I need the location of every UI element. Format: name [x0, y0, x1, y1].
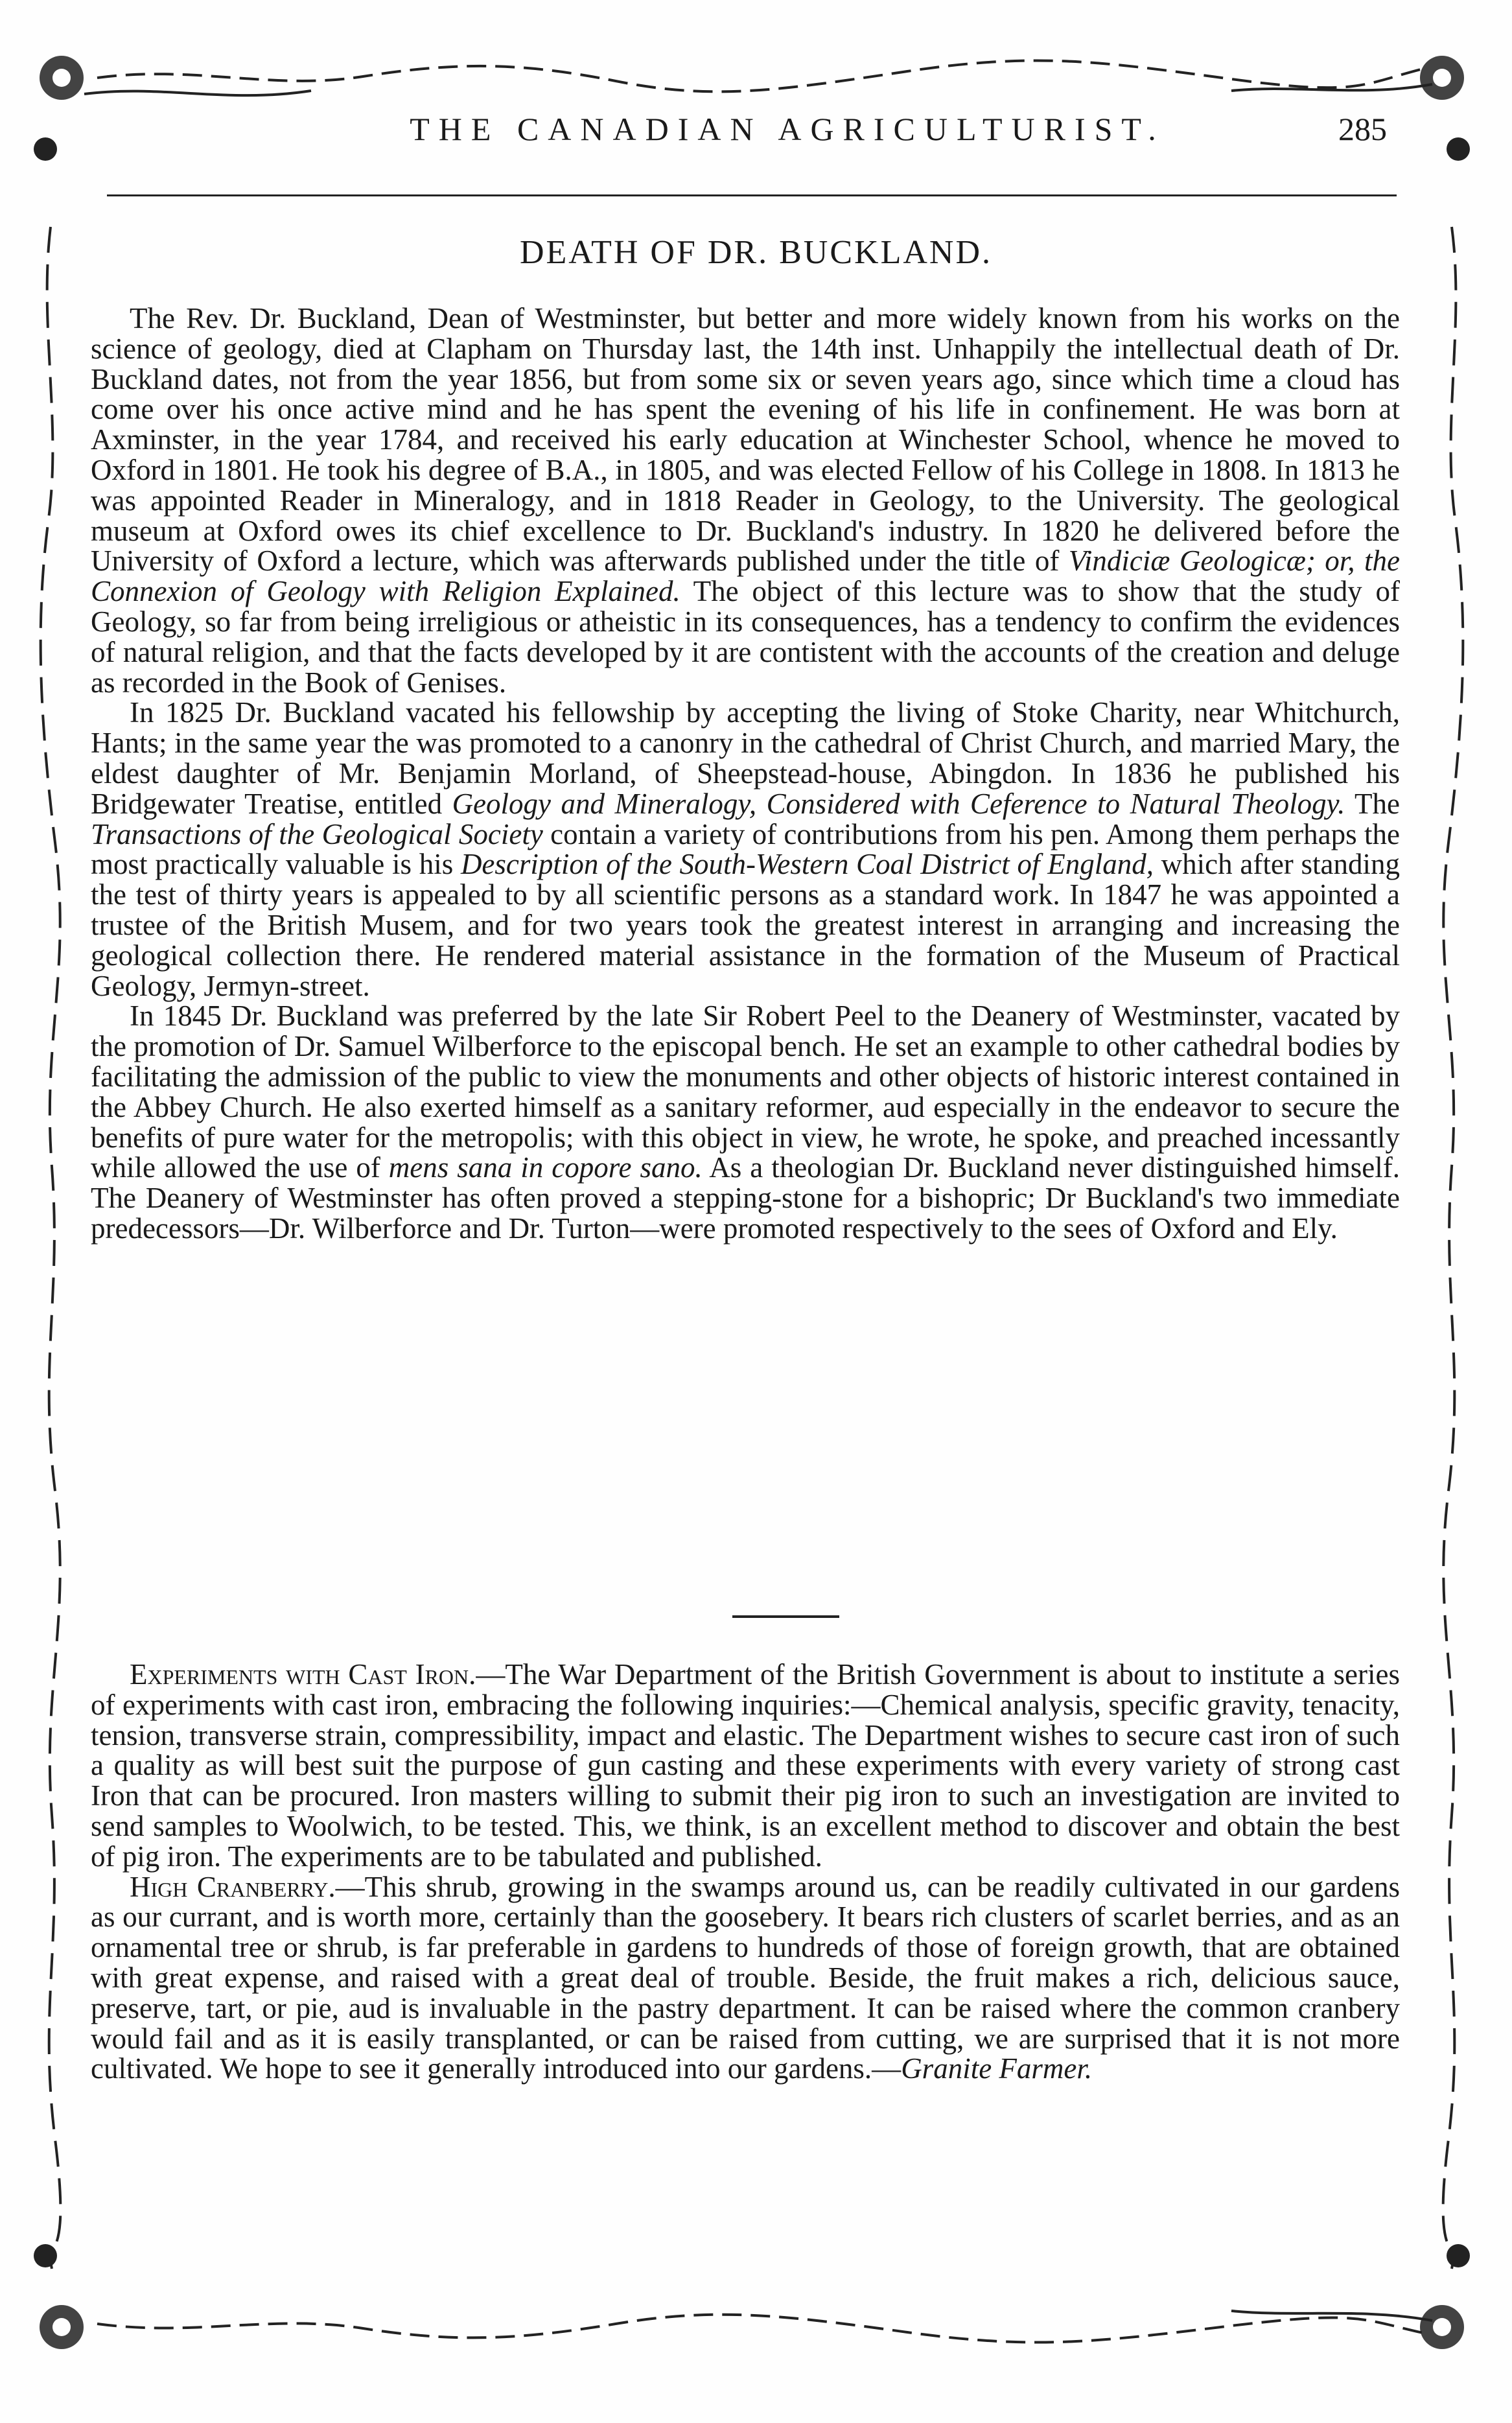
header-rule: [107, 194, 1397, 196]
paragraph-2-text-b: The: [1345, 787, 1400, 820]
paragraph-1: [91, 303, 1400, 697]
article-body: [91, 303, 1400, 1244]
note-cast-iron-text: —The War Department of the British Government is about to institute a series of experiments with cast iron, embracing the following inquiries:—Chemical analysis, specific gravity, tenacity, tension, transverse strain, compressibility, impact and elastic. The Department wishes to secure cast iron of such a quality as will best suit the purpose of gun casting and these experiments with every variety of strong cast Iron that can be procured. Iron masters willing to submit their pig iron to such an investigation are invited to send samples to Woolwich, to be tested. This, we think, is an excellent method to discover and obtain the best of pig iron. The experiments are to be tabulated and published.: [91, 1658, 1400, 1873]
paragraph-3-italic: mens sana in copore sano.: [388, 1151, 703, 1184]
section-divider: [732, 1615, 839, 1618]
paragraph-1-text-b: The object of this lecture was to show that the study of Geology, so far from being irreligious or atheistic in its consequences, has a tendency to confirm the evidences of natural religion, and that the facts developed by it are contistent with the accounts of the creation and deluge as recorded in the Book of Genises.: [91, 575, 1400, 699]
running-header: [104, 110, 1400, 162]
paragraph-2-text-d: which after standing the test of thirty years is appealed to by all scientific persons as a standard work. In 1847 he was appointed a trustee of the British Musem, and for two years took the greatest interest in arranging and increasing the geological collection there. He rendered material assistance in the formation of the Museum of Practical Geology, Jermyn-street.: [91, 848, 1400, 1002]
paragraph-2-italic-2: Transactions of the Geological Society: [91, 817, 543, 850]
paragraph-1-text: The Rev. Dr. Buckland, Dean of Westminster, but better and more widely known from his works on the science of geology, died at Clapham on Thursday last, the 14th inst. Unhappily the intellectual death of Dr. Buckland dates, not from the year 1856, but from some six or seven years ago, since which time a cloud has come over his once active mind and he has spent the evening of his life in confinement. He was born at Axminster, in the year 1784, and received his early education at Winchester School, whence he moved to Oxford in 1801. He took his degree of B.A., in 1805, and was elected Fellow of his College in 1808. In 1813 he was appointed Reader in Mineralogy, and in 1818 Reader in Geology, to the University. The geological museum at Oxford owes its chief excellence to Dr. Buckland's industry. In 1820 he delivered before the University of Oxford a lecture, which was afterwards published under the title of: [91, 302, 1400, 578]
paragraph-3-text-b: As a theologian Dr. Buckland never distinguished himself. The Deanery of Westminster has often proved a stepping-stone for a bishopric; Dr Buckland's two immediate predecessors—Dr. Wilberforce and Dr. Turton—were promoted respectively to the sees of Oxford and Ely.: [91, 1151, 1400, 1245]
paragraph-2-text: In 1825 Dr. Buckland vacated his fellowship by accepting the living of Stoke Charity, near Whitchurch, Hants; in the same year the was promoted to a canonry in the cathedral of Christ Church, and married Mary, the eldest daughter of Mr. Benjamin Morland, of Sheepstead-house, Abingdon. In 1836 he published his Bridgewater Treatise, entitled: [91, 696, 1400, 820]
paragraph-2-italic-3: Description of the South-Western Coal District of England,: [460, 848, 1154, 881]
note-cranberry-source: Granite Farmer.: [901, 2052, 1093, 2085]
paragraph-2-text-c: contain a variety of contributions from his pen. Among them perhaps the most practically valuable is his: [91, 817, 1400, 881]
paragraph-3-text: In 1845 Dr. Buckland was preferred by the late Sir Robert Peel to the Deanery of Westminster, vacated by the promotion of Dr. Samuel Wilberforce to the episcopal bench. He set an example to other cathedral bodies by facilitating the admission of the public to view the monuments and other objects of historic interest contained in the Abbey Church. He also exerted himself as a sanitary reformer, aud especially in the endeavor to secure the benefits of pure water for the metropolis; with this object in view, he wrote, he spoke, and preached incessantly while allowed the use of: [91, 1000, 1400, 1184]
article-title: DEATH OF DR. BUCKLAND.: [519, 234, 993, 271]
notes-body: [91, 1659, 1400, 2084]
paragraph-2: [91, 697, 1400, 1001]
note-cast-iron: [91, 1659, 1400, 1872]
note-cranberry-lead: High Cranberry.: [130, 1870, 336, 1903]
paragraph-1-italic: Vindiciæ Geologicæ; or, the Connexion of Geology with Religion Explained.: [91, 544, 1400, 608]
note-cranberry-text: —This shrub, growing in the swamps around us, can be readily cultivated in our gardens as our currant, and is worth more, certainly than the goosebery. It bears rich clusters of scarlet berries, and as an ornamental tree or shrub, is far preferable in gardens to hundreds of those of foreign growth, that are obtained with great expense, and raised with a great deal of trouble. Beside, the fruit makes a rich, delicious sauce, preserve, tart, or pie, aud is invaluable in the pastry department. It can be raised where the common cranbery would fail and as it is easily transplanted, or can be raised from cutting, we are surprised that it is not more cultivated. We hope to see it generally introduced into our gardens.—: [91, 1870, 1400, 2085]
note-high-cranberry: [91, 1872, 1400, 2085]
journal-title: THE CANADIAN AGRICULTURIST.: [410, 111, 1165, 147]
page-number: 285: [1338, 111, 1387, 147]
paragraph-2-italic-1: Geology and Mineralogy, Considered with Ceference to Natural Theology.: [452, 787, 1345, 820]
note-cast-iron-lead: Experiments with Cast Iron.: [130, 1658, 476, 1691]
paragraph-3: [91, 1001, 1400, 1243]
